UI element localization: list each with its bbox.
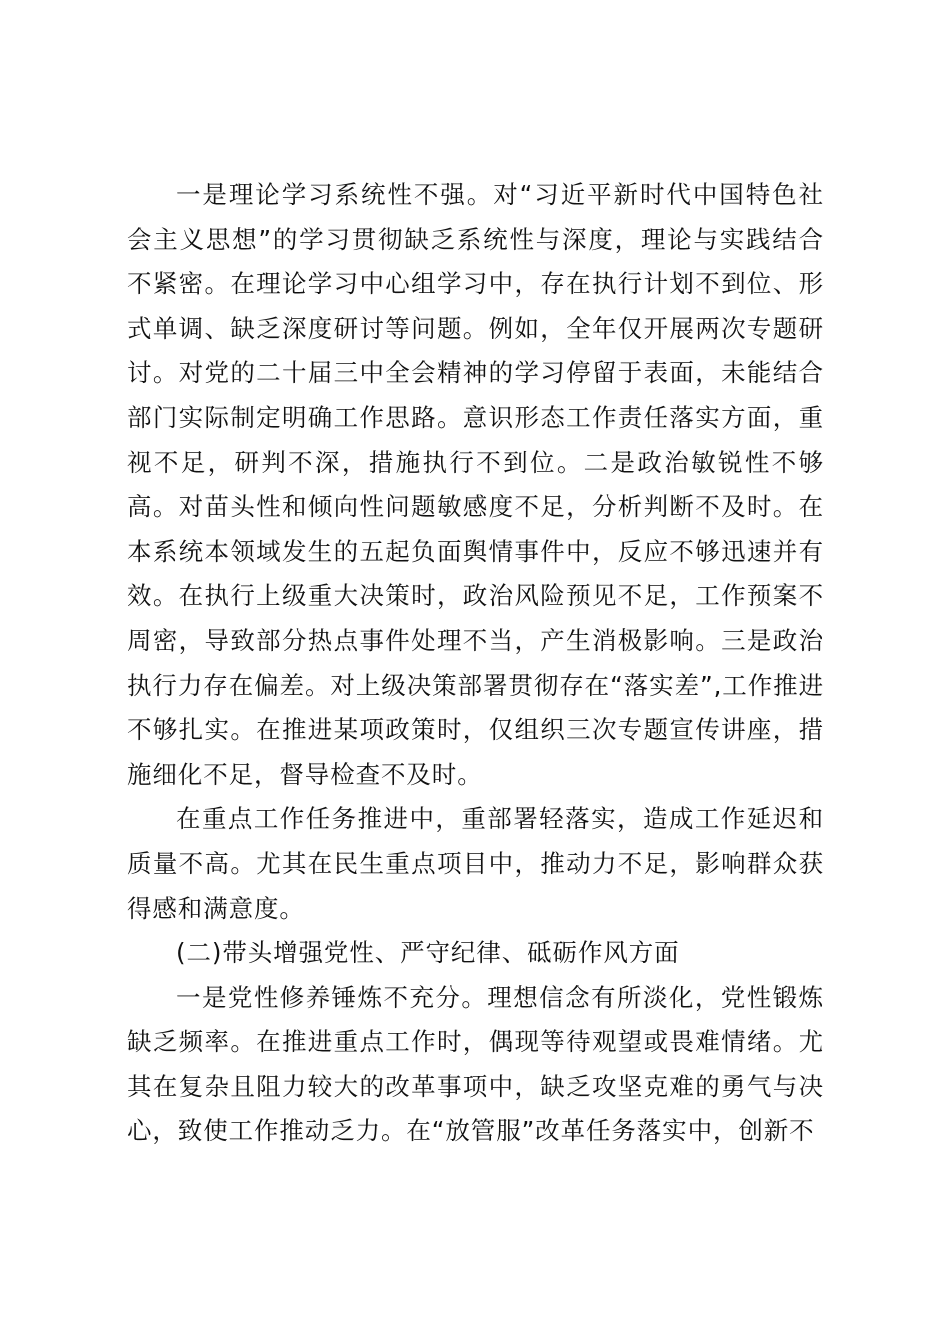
- paragraph-theory-politics: 一是理论学习系统性不强。对“习近平新时代中国特色社会主义思想”的学习贯彻缺乏系统性与深度，理论与实践结合不紧密。在理论学习中心组学习中，存在执行计划不到位、形式单调、缺乏深度研讨等问题。例如，全年仅开展两次专题研讨。对党的二十届三中全会精神的学习停留于表面，未能结合部门实际制定明确工作思路。意识形态工作责任落实方面，重视不足，研判不深，措施执行不到位。二是政治敏锐性不够高。对苗头性和倾向性问题敏感度不足，分析判断不及时。在本系统本领域发生的五起负面舆情事件中，反应不够迅速并有效。在执行上级重大决策时，政治风险预见不足，工作预案不周密，导致部分热点事件处理不当，产生消极影响。三是政治执行力存在偏差。对上级决策部署贯彻存在“落实差”,工作推进不够扎实。在推进某项政策时，仅组织三次专题宣传讲座，措施细化不足，督导检查不及时。: [127, 180, 824, 789]
- document-body: [127, 173, 824, 1154]
- paragraph-key-tasks: 在重点工作任务推进中，重部署轻落实，造成工作延迟和质量不高。尤其在民生重点项目中，推动力不足，影响群众获得感和满意度。: [127, 804, 824, 923]
- section-heading: (二)带头增强党性、严守纪律、砥砺作风方面: [176, 938, 680, 968]
- paragraph-party-spirit: 一是党性修养锤炼不充分。理想信念有所淡化，党性锻炼缺乏频率。在推进重点工作时，偶现等待观望或畏难情绪。尤其在复杂且阻力较大的改革事项中，缺乏攻坚克难的勇气与决心，致使工作推动乏力。在“放管服”改革任务落实中，创新不: [127, 982, 824, 1146]
